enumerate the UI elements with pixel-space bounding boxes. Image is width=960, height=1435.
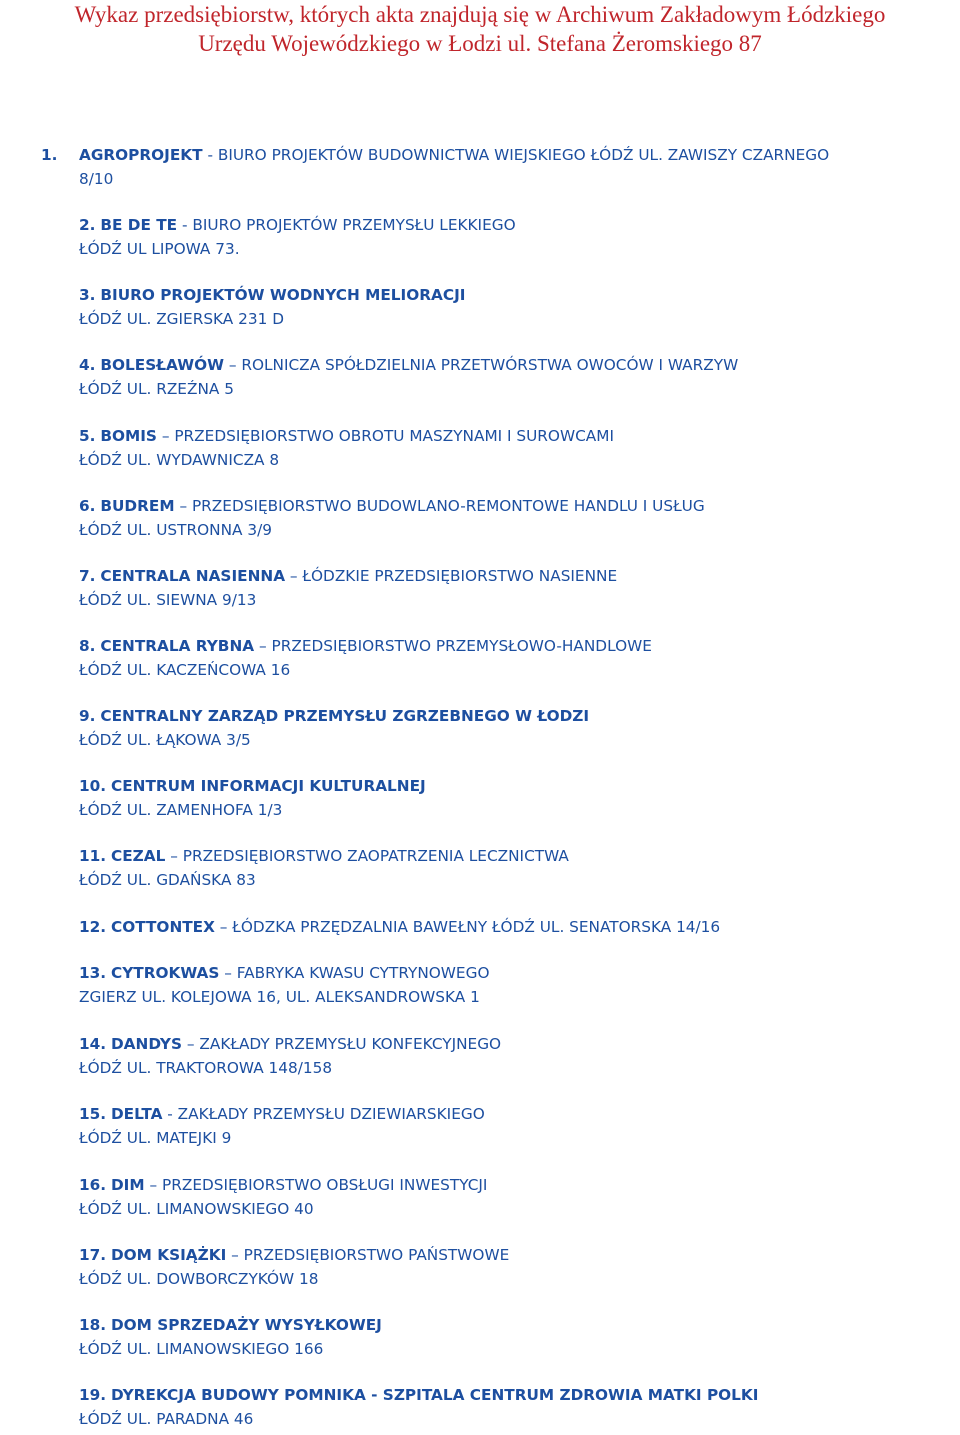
item-number: 1. — [41, 146, 58, 164]
item-name: DOM KSIĄŻKI — [110, 1246, 227, 1264]
title-line-2: Urzędu Wojewódzkiego w Łodzi ul. Stefana Żeromskiego 87 — [198, 31, 762, 56]
item-address: ŁÓDŹ UL. SIEWNA 9/13 — [79, 590, 257, 609]
item-description: – PRZEDSIĘBIORSTWO BUDOWLANO-REMONTOWE HANDLU I USŁUG — [174, 497, 705, 515]
item-description: – ŁÓDZKIE PRZEDSIĘBIORSTWO NASIENNE — [285, 567, 618, 585]
item-address: ŁÓDŹ UL. WYDAWNICZA 8 — [79, 450, 280, 469]
item-name: DELTA — [110, 1105, 163, 1123]
item-number: 7. — [79, 567, 96, 585]
item-number: 12. — [79, 918, 107, 936]
item-name: BOMIS — [100, 427, 157, 445]
item-address: ŁÓDŹ UL. PARADNA 46 — [79, 1409, 254, 1428]
title-line-1: Wykaz przedsiębiorstw, których akta znajdują się w Archiwum Zakładowym Łódzkiego — [74, 2, 886, 27]
item-name: DANDYS — [110, 1035, 183, 1053]
item-address: ŁÓDŹ UL. RZEŹNA 5 — [79, 379, 234, 398]
item-number: 8. — [79, 637, 96, 655]
item-number: 9. — [79, 707, 96, 725]
item-description: – ŁÓDZKA PRZĘDZALNIA BAWEŁNY ŁÓDŹ UL. SENATORSKA 14/16 — [214, 918, 721, 936]
item-address: ŁÓDŹ UL. LIMANOWSKIEGO 166 — [79, 1339, 324, 1358]
item-description: - ZAKŁADY PRZEMYSŁU DZIEWIARSKIEGO — [162, 1105, 485, 1123]
item-description: – PRZEDSIĘBIORSTWO OBROTU MASZYNAMI I SUROWCAMI — [156, 427, 614, 445]
item-address: ŁÓDŹ UL. GDAŃSKA 83 — [79, 870, 256, 889]
item-number: 11. — [79, 847, 107, 865]
item-address: ŁÓDŹ UL. ZAMENHOFA 1/3 — [79, 800, 283, 819]
item-name: BIURO PROJEKTÓW WODNYCH MELIORACJI — [100, 286, 466, 304]
item-number: 16. — [79, 1176, 107, 1194]
item-number: 19. — [79, 1386, 107, 1404]
item-description: – FABRYKA KWASU CYTRYNOWEGO — [219, 964, 490, 982]
item-description: – PRZEDSIĘBIORSTWO PAŃSTWOWE — [226, 1246, 510, 1264]
item-name: CENTRUM INFORMACJI KULTURALNEJ — [110, 777, 426, 795]
item-name: DOM SPRZEDAŻY WYSYŁKOWEJ — [110, 1316, 382, 1334]
item-description: – ZAKŁADY PRZEMYSŁU KONFEKCYJNEGO — [182, 1035, 502, 1053]
item-name: BOLESŁAWÓW — [100, 356, 224, 374]
item-address: ŁÓDŹ UL. KACZEŃCOWA 16 — [79, 660, 291, 679]
item-number: 2. — [79, 216, 96, 234]
item-number: 5. — [79, 427, 96, 445]
item-name: CENTRALNY ZARZĄD PRZEMYSŁU ZGRZEBNEGO W ŁODZI — [100, 707, 590, 725]
item-name: BUDREM — [100, 497, 175, 515]
item-name: AGROPROJEKT — [79, 146, 203, 164]
item-description: – PRZEDSIĘBIORSTWO ZAOPATRZENIA LECZNICTWA — [165, 847, 569, 865]
item-name: BE DE TE — [100, 216, 178, 234]
item-name: CYTROKWAS — [110, 964, 220, 982]
item-description: – PRZEDSIĘBIORSTWO OBSŁUGI INWESTYCJI — [144, 1176, 488, 1194]
item-address: ŁÓDŹ UL. USTRONNA 3/9 — [79, 520, 272, 539]
item-address: ŁÓDŹ UL. MATEJKI 9 — [79, 1128, 232, 1147]
item-number: 14. — [79, 1035, 107, 1053]
item-address: 8/10 — [79, 169, 114, 188]
item-number: 13. — [79, 964, 107, 982]
item-description: - BIURO PROJEKTÓW BUDOWNICTWA WIEJSKIEGO ŁÓDŹ UL. ZAWISZY CZARNEGO — [202, 146, 830, 164]
item-number: 6. — [79, 497, 96, 515]
item-description: – ROLNICZA SPÓŁDZIELNIA PRZETWÓRSTWA OWOCÓW I WARZYW — [223, 356, 739, 374]
item-description: - BIURO PROJEKTÓW PRZEMYSŁU LEKKIEGO — [177, 216, 516, 234]
item-address: ŁÓDŹ UL. TRAKTOROWA 148/158 — [79, 1058, 333, 1077]
item-name: CEZAL — [110, 847, 166, 865]
item-address: ŁÓDŹ UL. ZGIERSKA 231 D — [79, 309, 284, 328]
item-address: ZGIERZ UL. KOLEJOWA 16, UL. ALEKSANDROWSKA 1 — [79, 987, 480, 1006]
item-address: ŁÓDŹ UL. ŁĄKOWA 3/5 — [79, 730, 251, 749]
item-number: 10. — [79, 777, 107, 795]
item-number: 3. — [79, 286, 96, 304]
item-address: ŁÓDŹ UL. LIMANOWSKIEGO 40 — [79, 1199, 314, 1218]
item-description: – PRZEDSIĘBIORSTWO PRZEMYSŁOWO-HANDLOWE — [254, 637, 652, 655]
item-name: DIM — [110, 1176, 145, 1194]
item-number: 18. — [79, 1316, 107, 1334]
item-address: ŁÓDŹ UL LIPOWA 73. — [79, 239, 240, 258]
item-name: COTTONTEX — [110, 918, 215, 936]
item-address: ŁÓDŹ UL. DOWBORCZYKÓW 18 — [79, 1269, 319, 1288]
item-name: DYREKCJA BUDOWY POMNIKA - SZPITALA CENTRUM ZDROWIA MATKI POLKI — [110, 1386, 759, 1404]
item-name: CENTRALA RYBNA — [100, 637, 255, 655]
page-title — [0, 0, 960, 58]
item-name: CENTRALA NASIENNA — [100, 567, 286, 585]
item-number: 4. — [79, 356, 96, 374]
item-number: 17. — [79, 1246, 107, 1264]
item-number: 15. — [79, 1105, 107, 1123]
